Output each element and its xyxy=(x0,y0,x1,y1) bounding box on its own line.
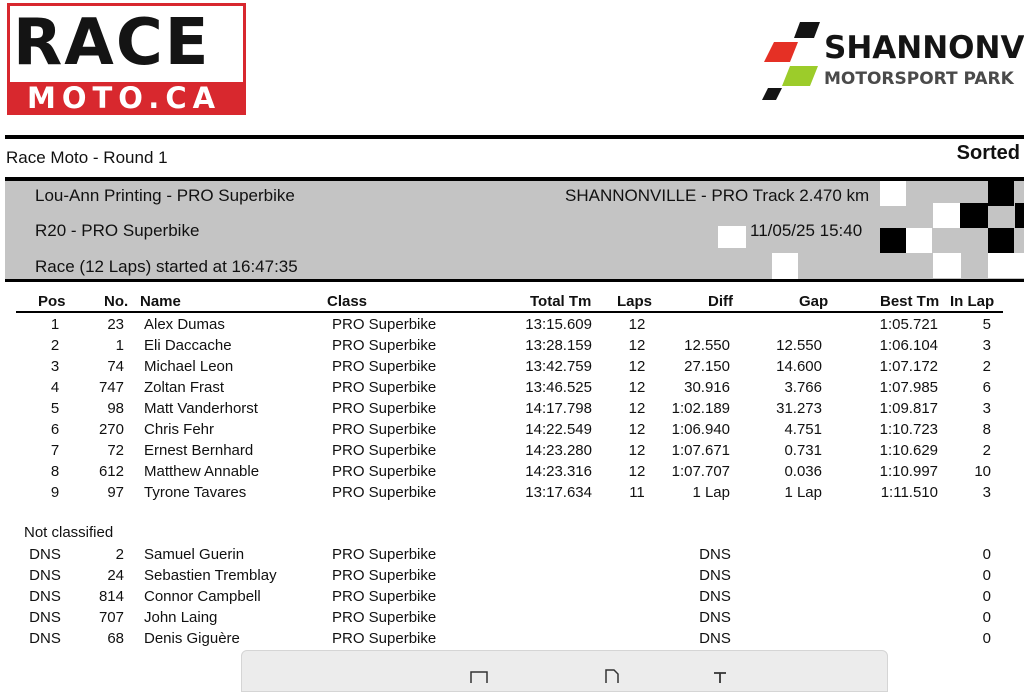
cell-pos: DNS xyxy=(29,546,61,563)
cell-best: 1:09.817 xyxy=(879,400,938,417)
col-class: Class xyxy=(327,293,368,310)
cell-pos: 2 xyxy=(50,337,60,354)
cell-name: Michael Leon xyxy=(144,358,234,375)
cell-no: 74 xyxy=(107,358,124,375)
col-in-lap: In Lap xyxy=(950,293,995,310)
col-gap: Gap xyxy=(799,293,829,310)
document-icon[interactable] xyxy=(604,669,620,683)
cell-diff: 30.916 xyxy=(684,379,730,396)
cell-name: Samuel Guerin xyxy=(144,546,245,563)
cell-gap: 31.273 xyxy=(776,400,822,417)
cell-name: Matt Vanderhorst xyxy=(144,400,258,417)
cell-diff: 27.150 xyxy=(684,358,730,375)
cell-in-lap: 8 xyxy=(982,421,991,438)
table-row xyxy=(0,607,1024,628)
cell-in-lap: 0 xyxy=(982,588,991,605)
cell-laps: 12 xyxy=(628,442,646,459)
col-pos: Pos xyxy=(38,293,66,310)
cell-pos: 9 xyxy=(50,484,60,501)
logo-word-motorsport-park: MOTORSPORT PARK xyxy=(824,69,1014,89)
cell-no: 72 xyxy=(107,442,124,459)
table-row xyxy=(0,419,1024,440)
cell-in-lap: 6 xyxy=(982,379,991,396)
cell-diff: 1:07.707 xyxy=(671,463,730,480)
table-row xyxy=(0,461,1024,482)
cell-no: 97 xyxy=(107,484,124,501)
cell-no: 23 xyxy=(107,316,124,333)
cell-class: PRO Superbike xyxy=(332,567,437,584)
cell-in-lap: 5 xyxy=(982,316,991,333)
col-total: Total Tm xyxy=(530,293,592,310)
cell-gap: 1 Lap xyxy=(784,484,822,501)
cell-no: 747 xyxy=(98,379,124,396)
cell-total: 13:42.759 xyxy=(525,358,592,375)
cell-name: Matthew Annable xyxy=(144,463,260,480)
cell-diff: 1 Lap xyxy=(692,484,730,501)
cell-no: 68 xyxy=(107,630,124,647)
cell-in-lap: 0 xyxy=(982,567,991,584)
cell-name: Zoltan Frast xyxy=(144,379,225,396)
series-title: Lou-Ann Printing - PRO Superbike xyxy=(35,186,295,205)
cell-pos: 6 xyxy=(50,421,60,438)
cell-class: PRO Superbike xyxy=(332,630,437,647)
cell-pos: 7 xyxy=(50,442,60,459)
cell-class: PRO Superbike xyxy=(332,358,437,375)
cell-total: 14:23.316 xyxy=(525,463,592,480)
table-row xyxy=(0,377,1024,398)
cell-name: Ernest Bernhard xyxy=(144,442,254,459)
cell-diff: DNS xyxy=(699,567,731,584)
cell-best: 1:10.997 xyxy=(879,463,938,480)
cell-no: 24 xyxy=(107,567,124,584)
cell-diff: 1:02.189 xyxy=(671,400,730,417)
cell-best: 1:10.723 xyxy=(879,421,938,438)
cell-total: 14:23.280 xyxy=(525,442,592,459)
cell-best: 1:10.629 xyxy=(879,442,938,459)
divider xyxy=(16,311,1003,313)
cell-total: 13:15.609 xyxy=(525,316,592,333)
track-info: SHANNONVILLE - PRO Track 2.470 km xyxy=(565,186,870,205)
cell-class: PRO Superbike xyxy=(332,400,437,417)
cell-pos: DNS xyxy=(29,588,61,605)
cell-class: PRO Superbike xyxy=(332,337,437,354)
cell-best: 1:11.510 xyxy=(880,484,938,501)
cell-class: PRO Superbike xyxy=(332,546,437,563)
cell-no: 612 xyxy=(98,463,124,480)
cell-class: PRO Superbike xyxy=(332,588,437,605)
cell-class: PRO Superbike xyxy=(332,484,437,501)
table-row xyxy=(0,544,1024,565)
cell-gap: 0.036 xyxy=(784,463,822,480)
cell-in-lap: 3 xyxy=(982,484,991,501)
cell-pos: 8 xyxy=(50,463,60,480)
cell-class: PRO Superbike xyxy=(332,421,437,438)
cell-diff: 1:07.671 xyxy=(671,442,730,459)
cell-diff: DNS xyxy=(699,588,731,605)
cell-laps: 12 xyxy=(628,358,646,375)
cell-in-lap: 3 xyxy=(982,337,991,354)
cell-no: 2 xyxy=(115,546,124,563)
cell-in-lap: 2 xyxy=(982,442,991,459)
cell-class: PRO Superbike xyxy=(332,609,437,626)
cell-diff: DNS xyxy=(699,630,731,647)
cell-name: Sebastien Tremblay xyxy=(144,567,277,584)
cell-laps: 12 xyxy=(628,337,646,354)
session-info-panel xyxy=(5,181,1024,279)
col-no: No. xyxy=(104,293,129,310)
cell-class: PRO Superbike xyxy=(332,379,437,396)
cell-class: PRO Superbike xyxy=(332,316,437,333)
session-title: R20 - PRO Superbike xyxy=(35,221,200,240)
table-row xyxy=(0,565,1024,586)
not-classified-heading: Not classified xyxy=(24,524,114,541)
sorted-label: Sorted xyxy=(956,142,1020,164)
cell-no: 707 xyxy=(98,609,124,626)
cell-in-lap: 0 xyxy=(982,546,991,563)
race-start-info: Race (12 Laps) started at 16:47:35 xyxy=(35,257,298,276)
cell-pos: DNS xyxy=(29,630,61,647)
shannonville-logo xyxy=(760,18,1024,104)
text-icon[interactable] xyxy=(712,671,728,683)
cell-no: 1 xyxy=(115,337,124,354)
col-laps: Laps xyxy=(617,293,653,310)
cell-name: Denis Giguère xyxy=(144,630,240,647)
cell-in-lap: 0 xyxy=(982,609,991,626)
session-datetime: 11/05/25 15:40 xyxy=(750,221,863,240)
cell-name: Eli Daccache xyxy=(144,337,232,354)
table-row xyxy=(0,314,1024,335)
cell-diff: DNS xyxy=(699,609,731,626)
cell-total: 13:28.159 xyxy=(525,337,592,354)
cell-total: 13:46.525 xyxy=(525,379,592,396)
col-best: Best Tm xyxy=(880,293,940,310)
cell-no: 98 xyxy=(107,400,124,417)
cell-diff: 1:06.940 xyxy=(671,421,730,438)
cell-total: 13:17.634 xyxy=(525,484,592,501)
cell-in-lap: 10 xyxy=(974,463,991,480)
cell-gap: 3.766 xyxy=(784,379,822,396)
col-name: Name xyxy=(140,293,181,310)
cell-total: 14:17.798 xyxy=(525,400,592,417)
logo-word-race: RACE xyxy=(13,6,211,80)
logo-word-shannonville: SHANNONV xyxy=(824,30,1024,66)
cell-pos: 4 xyxy=(50,379,60,396)
divider xyxy=(5,279,1024,282)
cell-gap: 4.751 xyxy=(784,421,822,438)
cell-pos: DNS xyxy=(29,609,61,626)
cell-name: Connor Campbell xyxy=(144,588,261,605)
cell-best: 1:07.985 xyxy=(879,379,938,396)
cell-in-lap: 3 xyxy=(982,400,991,417)
logo-word-moto: MOTO.CA xyxy=(27,81,222,115)
cell-laps: 12 xyxy=(628,463,646,480)
cell-pos: 3 xyxy=(50,358,60,375)
table-row xyxy=(0,482,1024,503)
cell-in-lap: 2 xyxy=(982,358,991,375)
cell-gap: 14.600 xyxy=(776,358,822,375)
results-table-header xyxy=(0,292,1024,312)
cell-class: PRO Superbike xyxy=(332,463,437,480)
cell-total: 14:22.549 xyxy=(525,421,592,438)
cell-gap: 12.550 xyxy=(776,337,822,354)
shannonville-emblem-icon xyxy=(760,18,824,104)
event-title: Race Moto - Round 1 xyxy=(6,148,168,167)
cell-name: Alex Dumas xyxy=(144,316,225,333)
cell-best: 1:06.104 xyxy=(879,337,938,354)
table-row xyxy=(0,398,1024,419)
cell-laps: 12 xyxy=(628,400,646,417)
cell-pos: DNS xyxy=(29,567,61,584)
cell-diff: DNS xyxy=(699,546,731,563)
cell-name: Chris Fehr xyxy=(144,421,215,438)
cell-best: 1:07.172 xyxy=(879,358,938,375)
save-icon[interactable] xyxy=(470,671,488,683)
cell-pos: 5 xyxy=(50,400,60,417)
cell-name: Tyrone Tavares xyxy=(144,484,247,501)
cell-laps: 12 xyxy=(628,379,646,396)
col-diff: Diff xyxy=(708,293,733,310)
cell-name: John Laing xyxy=(144,609,218,626)
table-row xyxy=(0,356,1024,377)
table-row xyxy=(0,586,1024,607)
cell-laps: 12 xyxy=(628,421,646,438)
cell-class: PRO Superbike xyxy=(332,442,437,459)
table-row xyxy=(0,440,1024,461)
racemoto-logo xyxy=(7,3,246,115)
cell-no: 814 xyxy=(98,588,124,605)
cell-gap: 0.731 xyxy=(784,442,822,459)
cell-no: 270 xyxy=(98,421,124,438)
cell-best: 1:05.721 xyxy=(879,316,938,333)
table-row xyxy=(0,335,1024,356)
cell-in-lap: 0 xyxy=(982,630,991,647)
cell-diff: 12.550 xyxy=(684,337,730,354)
cell-pos: 1 xyxy=(50,316,60,333)
cell-laps: 11 xyxy=(629,484,645,501)
cell-laps: 12 xyxy=(628,316,646,333)
document-toolbar[interactable] xyxy=(241,650,888,692)
table-row xyxy=(0,628,1024,649)
